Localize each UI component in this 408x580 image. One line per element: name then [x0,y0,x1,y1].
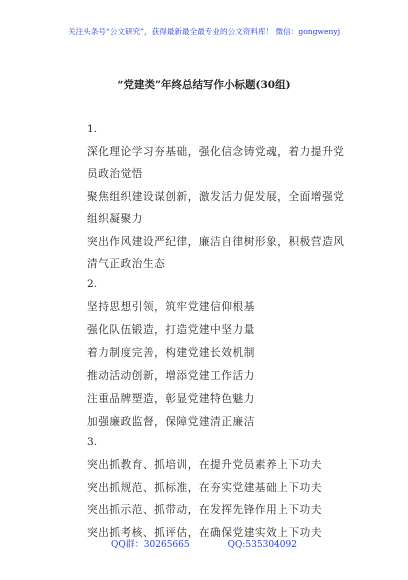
body-line: 着力制度完善，构建党建长效机制 [87,347,255,359]
body-line: 坚持思想引领，筑牢党建信仰根基 [87,301,255,313]
body-line: 突出抓规范、抓标准，在夯实党建基础上下功夫 [87,482,323,494]
qq-number: QQ:535304092 [227,540,297,550]
body-line: 强化队伍锻造，打造党建中坚力量 [87,324,255,336]
body-line: 突出作风建设严纪律，廉洁自律树形象，积极营造风 [87,236,345,248]
body-line: 深化理论学习夯基础，强化信念铸党魂，着力提升党 [87,146,345,158]
body-line: 加强廉政监督，保障党建清正廉洁 [87,416,255,428]
section-number: 1. [87,123,98,135]
body-line: 突出抓考核、抓评估，在确保党建实效上下功夫 [87,527,323,539]
body-line: 推动活动创新，增添党建工作活力 [87,370,255,382]
body-line: 突出抓示范、抓带动，在发挥先锋作用上下功夫 [87,504,323,516]
section-number: 3. [87,436,98,448]
body-line: 清气正政治生态 [87,258,166,270]
section-number: 2. [87,278,98,290]
body-line: 组织凝聚力 [87,213,143,225]
qq-group-number: QQ群：30265665 [111,540,190,550]
body-line: 员政治觉悟 [87,168,143,180]
body-line: 聚焦组织建设谋创新，激发活力促发展，全面增强党 [87,191,345,203]
header-notice: 关注头条号“公文研究”，获得最新最全最专业的公文资料库！ 微信：gongwenyj [67,27,341,36]
body-line: 突出抓教育、抓培训，在提升党员素养上下功夫 [87,459,323,471]
body-line: 注重品牌塑造，彰显党建特色魅力 [87,393,255,405]
footer-contact [0,537,408,550]
document-title: “党建类”年终总结写作小标题(30组) [117,79,291,91]
